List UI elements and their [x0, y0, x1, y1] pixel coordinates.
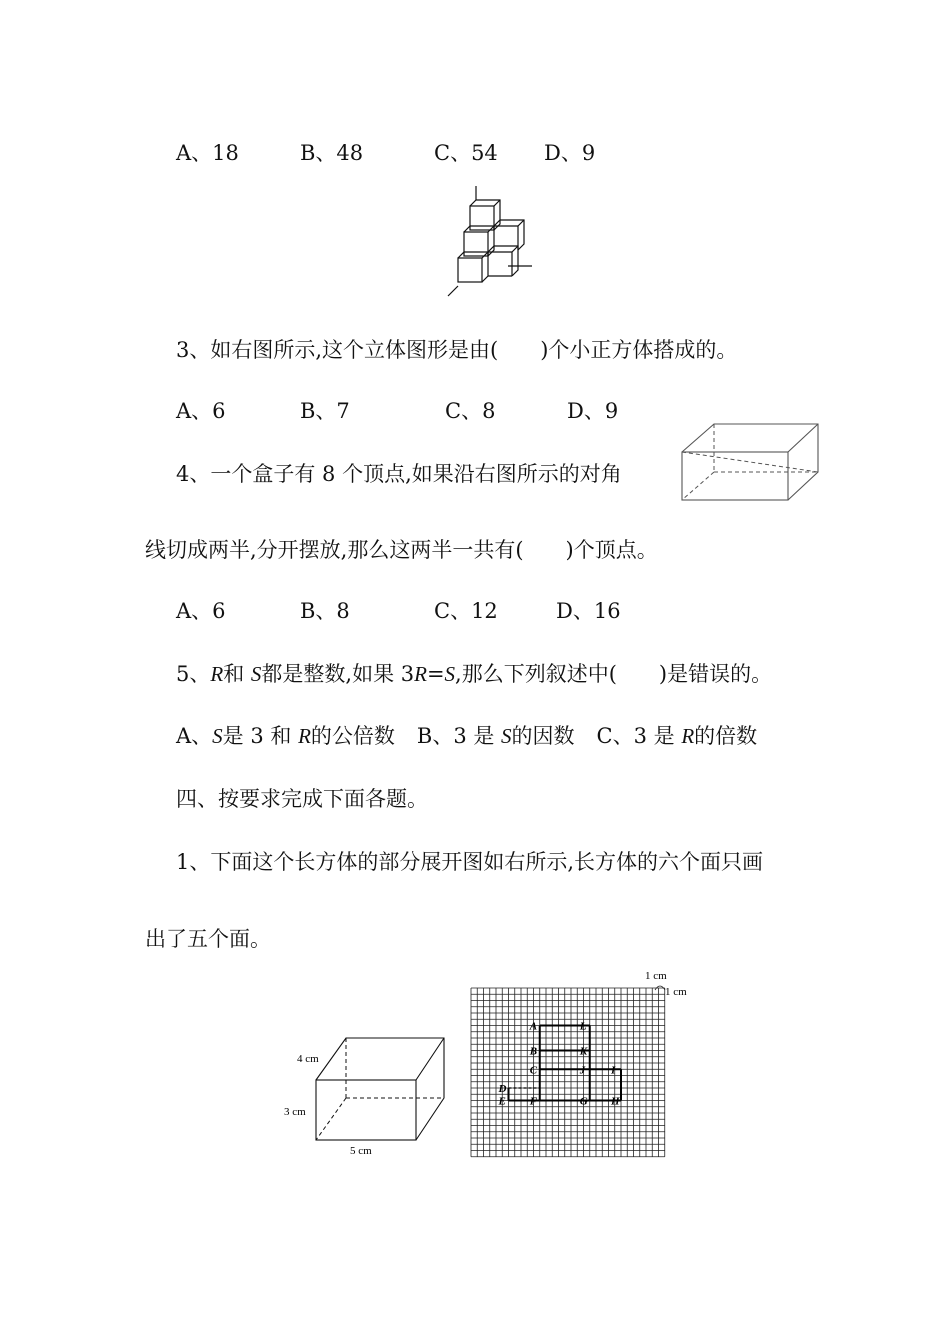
q2-option-c: C、54 [434, 141, 498, 165]
q3-option-d: D、9 [567, 399, 619, 423]
grid-point-label: G [579, 1095, 588, 1108]
stacked-cubes-figure [440, 182, 540, 300]
grid-point-label: F [529, 1095, 538, 1108]
q5-options: A、S是 3 和 R的公倍数 B、3 是 S的因数 C、3 是 R的倍数 [176, 724, 758, 748]
grid-point-label: J [579, 1064, 586, 1077]
q4-option-b: B、8 [300, 599, 350, 623]
q4-text-line2: 线切成两半,分开摆放,那么这两半一共有( )个顶点。 [145, 538, 658, 562]
section4-q1-line1: 1、下面这个长方体的部分展开图如右所示,长方体的六个面只画 [176, 850, 764, 874]
grid-point-label: L [579, 1020, 587, 1033]
grid-point-label: I [611, 1064, 616, 1077]
grid-unit-label-vertical: 1 cm [665, 986, 687, 998]
q4-option-c: C、12 [434, 599, 498, 623]
grid-point-label: C [529, 1064, 538, 1077]
q3-option-a: A、6 [176, 399, 226, 423]
q2-option-b: B、48 [300, 141, 364, 165]
grid-point-label: H [611, 1095, 620, 1108]
grid-point-label: B [529, 1045, 538, 1058]
q3-option-c: C、8 [445, 399, 496, 423]
section4-heading: 四、按要求完成下面各题。 [176, 787, 428, 811]
grid-point-label: D [498, 1083, 507, 1095]
grid-net-figure [465, 968, 697, 1160]
cuboid-height-label: 4 cm [297, 1053, 319, 1065]
q3-option-b: B、7 [300, 399, 350, 423]
q4-text-line1: 4、一个盒子有 8 个顶点,如果沿右图所示的对角 [176, 462, 622, 486]
cuboid-figure [280, 1030, 450, 1162]
grid-unit-label-horizontal: 1 cm [645, 970, 667, 982]
q4-option-d: D、16 [556, 599, 621, 623]
section4-q1-line2: 出了五个面。 [145, 927, 271, 951]
grid-point-label: E [498, 1095, 506, 1108]
grid-point-label: K [579, 1045, 588, 1058]
cuboid-width-label: 5 cm [350, 1145, 372, 1157]
cuboid-depth-label: 3 cm [284, 1106, 306, 1118]
q3-text: 3、如右图所示,这个立体图形是由( )个小正方体搭成的。 [176, 338, 738, 362]
q2-option-a: A、18 [176, 141, 239, 165]
grid-point-label: A [529, 1020, 538, 1033]
q4-option-a: A、6 [176, 599, 226, 623]
q5-text: 5、R和 S都是整数,如果 3R=S,那么下列叙述中( )是错误的。 [176, 662, 773, 686]
box-diagonal-cut-figure [680, 420, 822, 502]
q2-option-d: D、9 [544, 141, 596, 165]
